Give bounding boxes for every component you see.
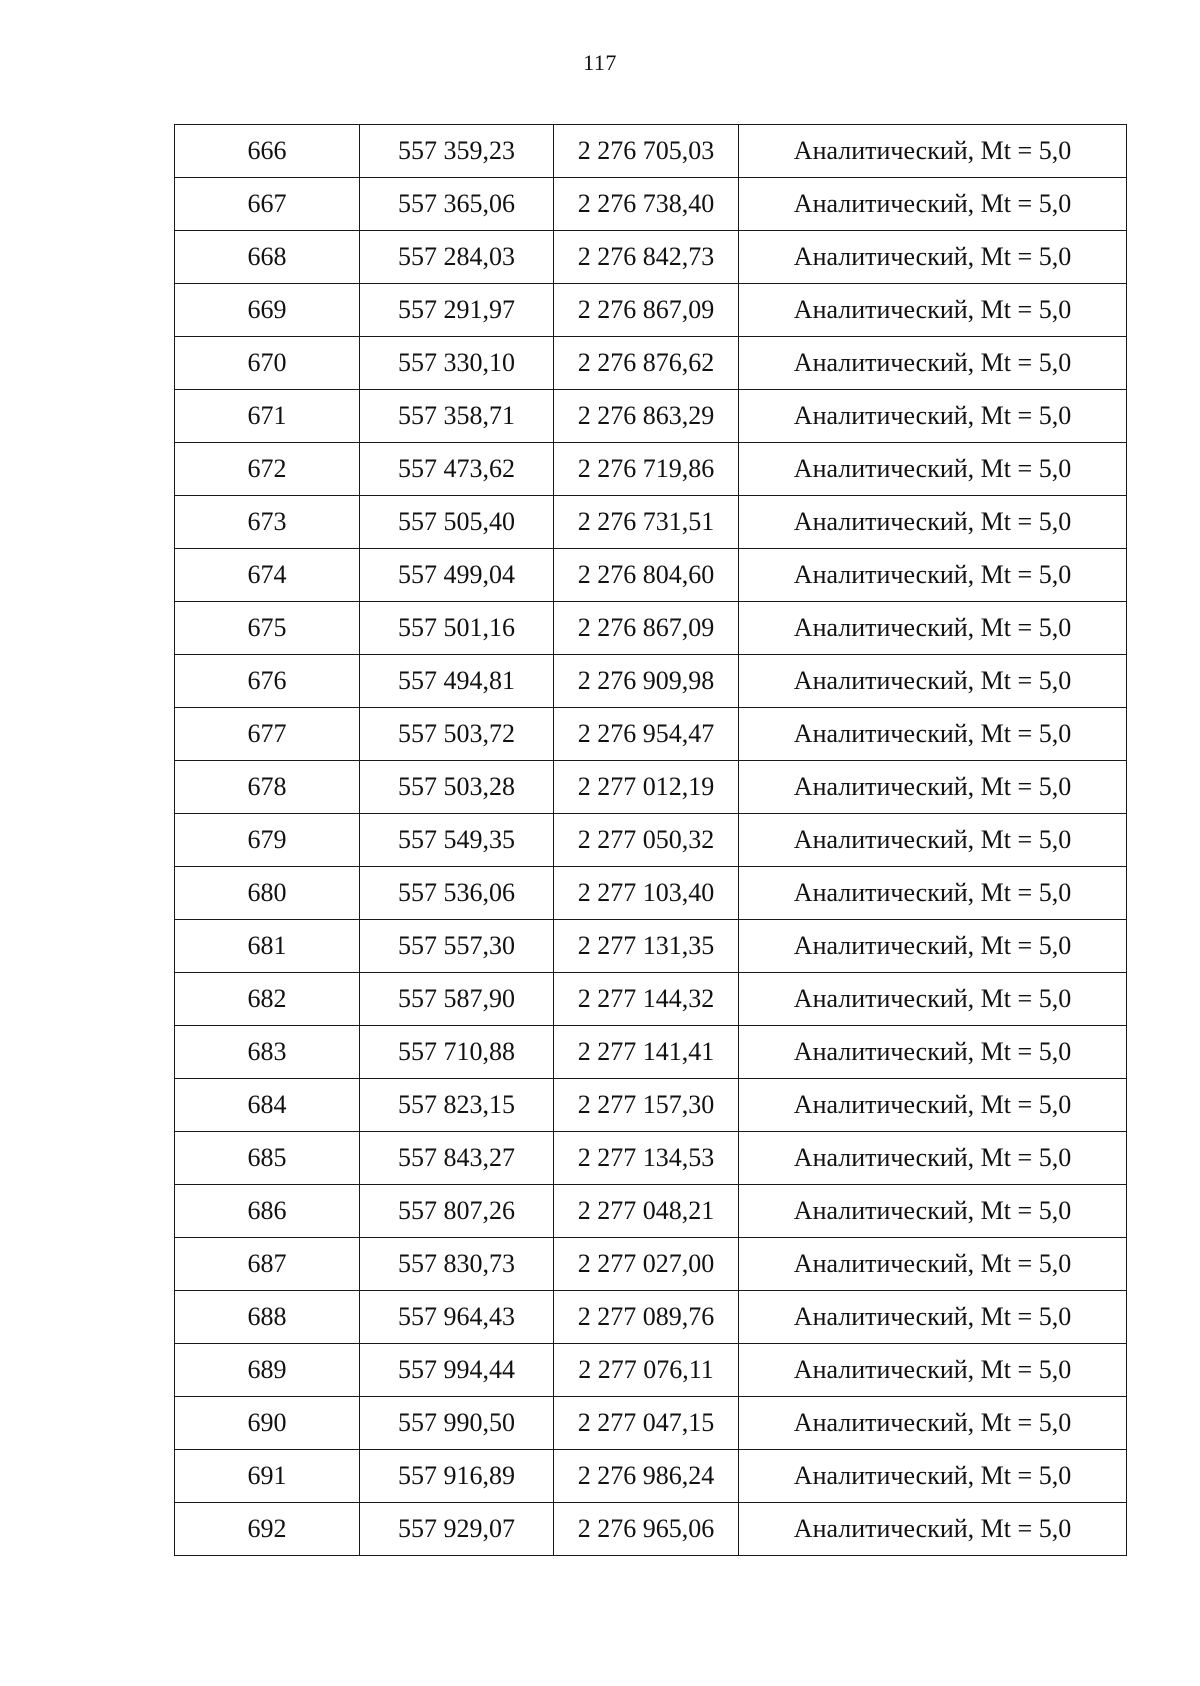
table-row	[175, 390, 1127, 443]
method-cell: Аналитический, Mt = 5,0	[739, 761, 1127, 814]
point-number-cell: 678	[175, 761, 360, 814]
method-cell: Аналитический, Mt = 5,0	[739, 231, 1127, 284]
method-cell: Аналитический, Mt = 5,0	[739, 602, 1127, 655]
method-cell: Аналитический, Mt = 5,0	[739, 920, 1127, 973]
method-cell: Аналитический, Mt = 5,0	[739, 1185, 1127, 1238]
point-number-cell: 691	[175, 1450, 360, 1503]
method-cell: Аналитический, Mt = 5,0	[739, 284, 1127, 337]
y-coordinate-cell: 2 276 842,73	[554, 231, 739, 284]
x-coordinate-cell: 557 549,35	[360, 814, 554, 867]
y-coordinate-cell: 2 277 050,32	[554, 814, 739, 867]
table-row	[175, 178, 1127, 231]
method-cell: Аналитический, Mt = 5,0	[739, 1026, 1127, 1079]
y-coordinate-cell: 2 276 738,40	[554, 178, 739, 231]
y-coordinate-cell: 2 277 048,21	[554, 1185, 739, 1238]
x-coordinate-cell: 557 501,16	[360, 602, 554, 655]
table-row	[175, 867, 1127, 920]
table-body	[175, 125, 1127, 1556]
table-row	[175, 337, 1127, 390]
y-coordinate-cell: 2 277 076,11	[554, 1344, 739, 1397]
x-coordinate-cell: 557 536,06	[360, 867, 554, 920]
x-coordinate-cell: 557 843,27	[360, 1132, 554, 1185]
table-row	[175, 284, 1127, 337]
point-number-cell: 672	[175, 443, 360, 496]
y-coordinate-cell: 2 277 012,19	[554, 761, 739, 814]
x-coordinate-cell: 557 505,40	[360, 496, 554, 549]
table-row	[175, 1503, 1127, 1556]
method-cell: Аналитический, Mt = 5,0	[739, 496, 1127, 549]
y-coordinate-cell: 2 277 027,00	[554, 1238, 739, 1291]
x-coordinate-cell: 557 365,06	[360, 178, 554, 231]
x-coordinate-cell: 557 503,72	[360, 708, 554, 761]
x-coordinate-cell: 557 807,26	[360, 1185, 554, 1238]
y-coordinate-cell: 2 276 863,29	[554, 390, 739, 443]
point-number-cell: 679	[175, 814, 360, 867]
point-number-cell: 682	[175, 973, 360, 1026]
x-coordinate-cell: 557 358,71	[360, 390, 554, 443]
table-row	[175, 655, 1127, 708]
point-number-cell: 671	[175, 390, 360, 443]
x-coordinate-cell: 557 557,30	[360, 920, 554, 973]
method-cell: Аналитический, Mt = 5,0	[739, 1132, 1127, 1185]
x-coordinate-cell: 557 964,43	[360, 1291, 554, 1344]
method-cell: Аналитический, Mt = 5,0	[739, 1238, 1127, 1291]
point-number-cell: 676	[175, 655, 360, 708]
point-number-cell: 690	[175, 1397, 360, 1450]
y-coordinate-cell: 2 276 719,86	[554, 443, 739, 496]
y-coordinate-cell: 2 277 131,35	[554, 920, 739, 973]
x-coordinate-cell: 557 499,04	[360, 549, 554, 602]
table-row	[175, 973, 1127, 1026]
point-number-cell: 686	[175, 1185, 360, 1238]
table-row	[175, 708, 1127, 761]
method-cell: Аналитический, Mt = 5,0	[739, 549, 1127, 602]
x-coordinate-cell: 557 830,73	[360, 1238, 554, 1291]
point-number-cell: 684	[175, 1079, 360, 1132]
table-row	[175, 443, 1127, 496]
table-row	[175, 1397, 1127, 1450]
method-cell: Аналитический, Mt = 5,0	[739, 337, 1127, 390]
table-row	[175, 1132, 1127, 1185]
y-coordinate-cell: 2 277 134,53	[554, 1132, 739, 1185]
point-number-cell: 667	[175, 178, 360, 231]
table-row	[175, 1450, 1127, 1503]
method-cell: Аналитический, Mt = 5,0	[739, 390, 1127, 443]
method-cell: Аналитический, Mt = 5,0	[739, 1079, 1127, 1132]
y-coordinate-cell: 2 276 731,51	[554, 496, 739, 549]
point-number-cell: 680	[175, 867, 360, 920]
point-number-cell: 673	[175, 496, 360, 549]
method-cell: Аналитический, Mt = 5,0	[739, 814, 1127, 867]
method-cell: Аналитический, Mt = 5,0	[739, 443, 1127, 496]
table-row	[175, 1185, 1127, 1238]
method-cell: Аналитический, Mt = 5,0	[739, 867, 1127, 920]
x-coordinate-cell: 557 291,97	[360, 284, 554, 337]
table-row	[175, 549, 1127, 602]
table-row	[175, 125, 1127, 178]
y-coordinate-cell: 2 276 909,98	[554, 655, 739, 708]
y-coordinate-cell: 2 276 954,47	[554, 708, 739, 761]
method-cell: Аналитический, Mt = 5,0	[739, 708, 1127, 761]
x-coordinate-cell: 557 990,50	[360, 1397, 554, 1450]
y-coordinate-cell: 2 276 705,03	[554, 125, 739, 178]
point-number-cell: 688	[175, 1291, 360, 1344]
page-number: 117	[583, 50, 617, 75]
x-coordinate-cell: 557 587,90	[360, 973, 554, 1026]
point-number-cell: 669	[175, 284, 360, 337]
table-row	[175, 496, 1127, 549]
table-row	[175, 1238, 1127, 1291]
method-cell: Аналитический, Mt = 5,0	[739, 1450, 1127, 1503]
table-row	[175, 814, 1127, 867]
x-coordinate-cell: 557 330,10	[360, 337, 554, 390]
y-coordinate-cell: 2 276 804,60	[554, 549, 739, 602]
method-cell: Аналитический, Mt = 5,0	[739, 655, 1127, 708]
point-number-cell: 692	[175, 1503, 360, 1556]
method-cell: Аналитический, Mt = 5,0	[739, 178, 1127, 231]
method-cell: Аналитический, Mt = 5,0	[739, 1291, 1127, 1344]
y-coordinate-cell: 2 276 876,62	[554, 337, 739, 390]
table-row	[175, 920, 1127, 973]
y-coordinate-cell: 2 276 986,24	[554, 1450, 739, 1503]
y-coordinate-cell: 2 276 965,06	[554, 1503, 739, 1556]
x-coordinate-cell: 557 823,15	[360, 1079, 554, 1132]
x-coordinate-cell: 557 994,44	[360, 1344, 554, 1397]
y-coordinate-cell: 2 276 867,09	[554, 284, 739, 337]
y-coordinate-cell: 2 277 144,32	[554, 973, 739, 1026]
y-coordinate-cell: 2 277 089,76	[554, 1291, 739, 1344]
table-row	[175, 1291, 1127, 1344]
table-row	[175, 1344, 1127, 1397]
method-cell: Аналитический, Mt = 5,0	[739, 1344, 1127, 1397]
table-row	[175, 761, 1127, 814]
method-cell: Аналитический, Mt = 5,0	[739, 1503, 1127, 1556]
y-coordinate-cell: 2 277 141,41	[554, 1026, 739, 1079]
point-number-cell: 666	[175, 125, 360, 178]
table-row	[175, 231, 1127, 284]
point-number-cell: 685	[175, 1132, 360, 1185]
table-row	[175, 1026, 1127, 1079]
x-coordinate-cell: 557 473,62	[360, 443, 554, 496]
table-row	[175, 602, 1127, 655]
x-coordinate-cell: 557 503,28	[360, 761, 554, 814]
coordinates-table	[174, 124, 1127, 1556]
y-coordinate-cell: 2 276 867,09	[554, 602, 739, 655]
x-coordinate-cell: 557 929,07	[360, 1503, 554, 1556]
point-number-cell: 683	[175, 1026, 360, 1079]
x-coordinate-cell: 557 710,88	[360, 1026, 554, 1079]
x-coordinate-cell: 557 284,03	[360, 231, 554, 284]
point-number-cell: 689	[175, 1344, 360, 1397]
x-coordinate-cell: 557 359,23	[360, 125, 554, 178]
point-number-cell: 670	[175, 337, 360, 390]
y-coordinate-cell: 2 277 047,15	[554, 1397, 739, 1450]
point-number-cell: 681	[175, 920, 360, 973]
point-number-cell: 668	[175, 231, 360, 284]
x-coordinate-cell: 557 494,81	[360, 655, 554, 708]
x-coordinate-cell: 557 916,89	[360, 1450, 554, 1503]
point-number-cell: 687	[175, 1238, 360, 1291]
table-row	[175, 1079, 1127, 1132]
point-number-cell: 674	[175, 549, 360, 602]
y-coordinate-cell: 2 277 103,40	[554, 867, 739, 920]
point-number-cell: 677	[175, 708, 360, 761]
method-cell: Аналитический, Mt = 5,0	[739, 973, 1127, 1026]
point-number-cell: 675	[175, 602, 360, 655]
y-coordinate-cell: 2 277 157,30	[554, 1079, 739, 1132]
method-cell: Аналитический, Mt = 5,0	[739, 1397, 1127, 1450]
method-cell: Аналитический, Mt = 5,0	[739, 125, 1127, 178]
